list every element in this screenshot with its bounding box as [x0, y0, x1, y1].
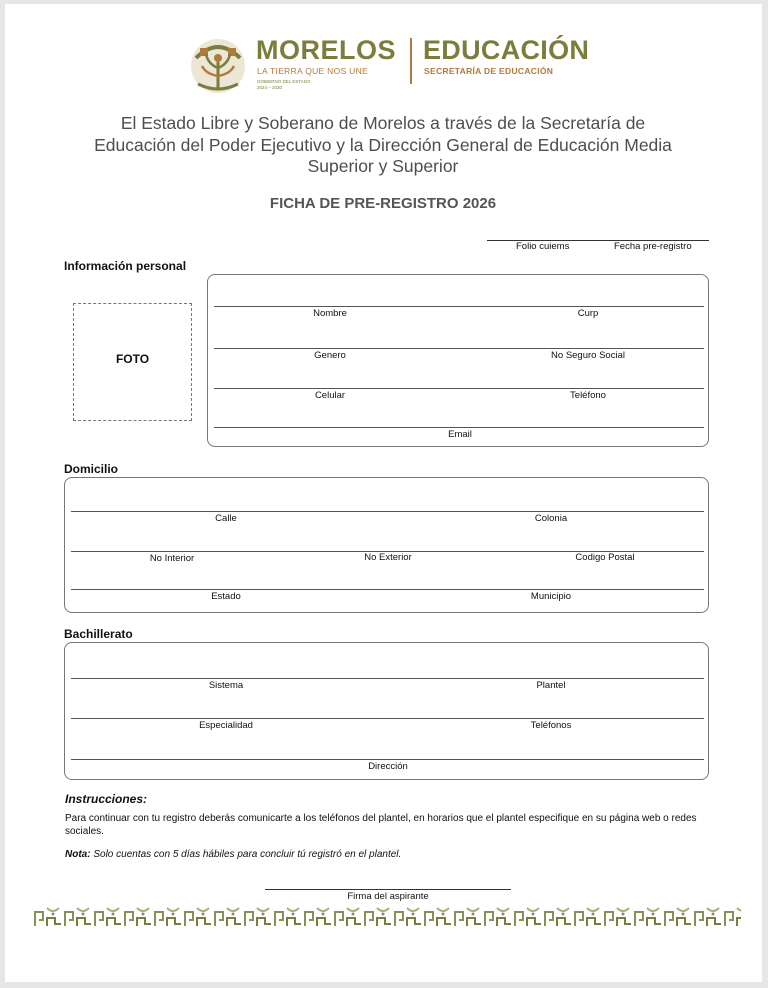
direccion-label: Dirección [368, 761, 408, 772]
personal-info-box [207, 274, 709, 447]
brand-morelos: MORELOS [256, 35, 397, 65]
email-line[interactable] [214, 427, 704, 428]
calle-colonia-line[interactable] [71, 511, 704, 512]
municipio-label: Municipio [530, 591, 572, 602]
email-label: Email [448, 429, 472, 440]
estado-label: Estado [211, 591, 241, 602]
section-title-domicilio: Domicilio [64, 462, 119, 476]
intro-line: El Estado Libre y Soberano de Morelos a través de la Secretaría de [120, 113, 646, 133]
photo-label: FOTO [115, 352, 150, 366]
morelos-emblem-icon [188, 34, 248, 94]
bachillerato-box [64, 642, 709, 780]
firma-label: Firma del aspirante [347, 891, 429, 902]
fecha-label: Fecha pre-registro [614, 241, 692, 252]
nombre-curp-line[interactable] [214, 306, 704, 307]
especialidad-label: Especialidad [199, 720, 253, 731]
section-title-bachillerato: Bachillerato [64, 627, 133, 641]
sistema-plantel-line[interactable] [71, 678, 704, 679]
celular-label: Celular [314, 390, 346, 401]
brand-secretaria: SECRETARÍA DE EDUCACIÓN [424, 66, 554, 76]
nota-text: Solo cuentas con 5 días hábiles para concluir tú registró en el plantel. [90, 849, 402, 860]
intro-line: Educación del Poder Ejecutivo y la Dirección General de Educación Media [94, 134, 672, 155]
brand-tagline: LA TIERRA QUE NOS UNE [257, 66, 369, 76]
genero-nss-line[interactable] [214, 348, 704, 349]
instructions-title: Instrucciones: [65, 792, 148, 806]
estado-municipio-line[interactable] [71, 589, 704, 590]
direccion-line[interactable] [71, 759, 704, 760]
telefono-label: Teléfono [570, 390, 606, 401]
no-interior-label: No Interior [149, 553, 195, 564]
intro-line: Superior y Superior [307, 156, 459, 176]
instructions-text: Para continuar con tu registro deberás comunicarte a los teléfonos del plantel, en horarios que el plantel especifique en su página web o redes sociales. [65, 813, 697, 837]
brand-period: 2024 – 2030 [257, 85, 283, 90]
nota [65, 849, 401, 860]
section-title-personal: Información personal [64, 259, 187, 273]
brand-educacion: EDUCACIÓN [423, 35, 590, 65]
celular-telefono-line[interactable] [214, 388, 704, 389]
colonia-label: Colonia [534, 513, 568, 524]
firma-line[interactable] [265, 889, 511, 890]
folio-label: Folio cuiems [516, 241, 570, 252]
no-exterior-label: No Exterior [364, 552, 412, 563]
photo-box[interactable] [73, 303, 192, 421]
calle-label: Calle [215, 513, 237, 524]
nss-label: No Seguro Social [551, 350, 625, 361]
form-title: FICHA DE PRE-REGISTRO 2026 [269, 195, 497, 212]
genero-label: Genero [314, 350, 346, 361]
brand-gobierno: GOBIERNO DEL ESTADO [257, 79, 311, 84]
intro-paragraph [65, 113, 701, 178]
especialidad-telefonos-line[interactable] [71, 718, 704, 719]
plantel-label: Plantel [536, 680, 566, 691]
nombre-label: Nombre [313, 308, 347, 319]
sistema-label: Sistema [208, 680, 244, 691]
telefonos-label: Teléfonos [530, 720, 572, 731]
document-page [5, 4, 762, 982]
curp-label: Curp [577, 308, 599, 319]
brand-divider [410, 38, 412, 84]
codigo-postal-label: Codigo Postal [575, 552, 635, 563]
decorative-border-pattern [33, 906, 741, 928]
nota-label: Nota: [65, 849, 91, 860]
domicilio-box [64, 477, 709, 613]
